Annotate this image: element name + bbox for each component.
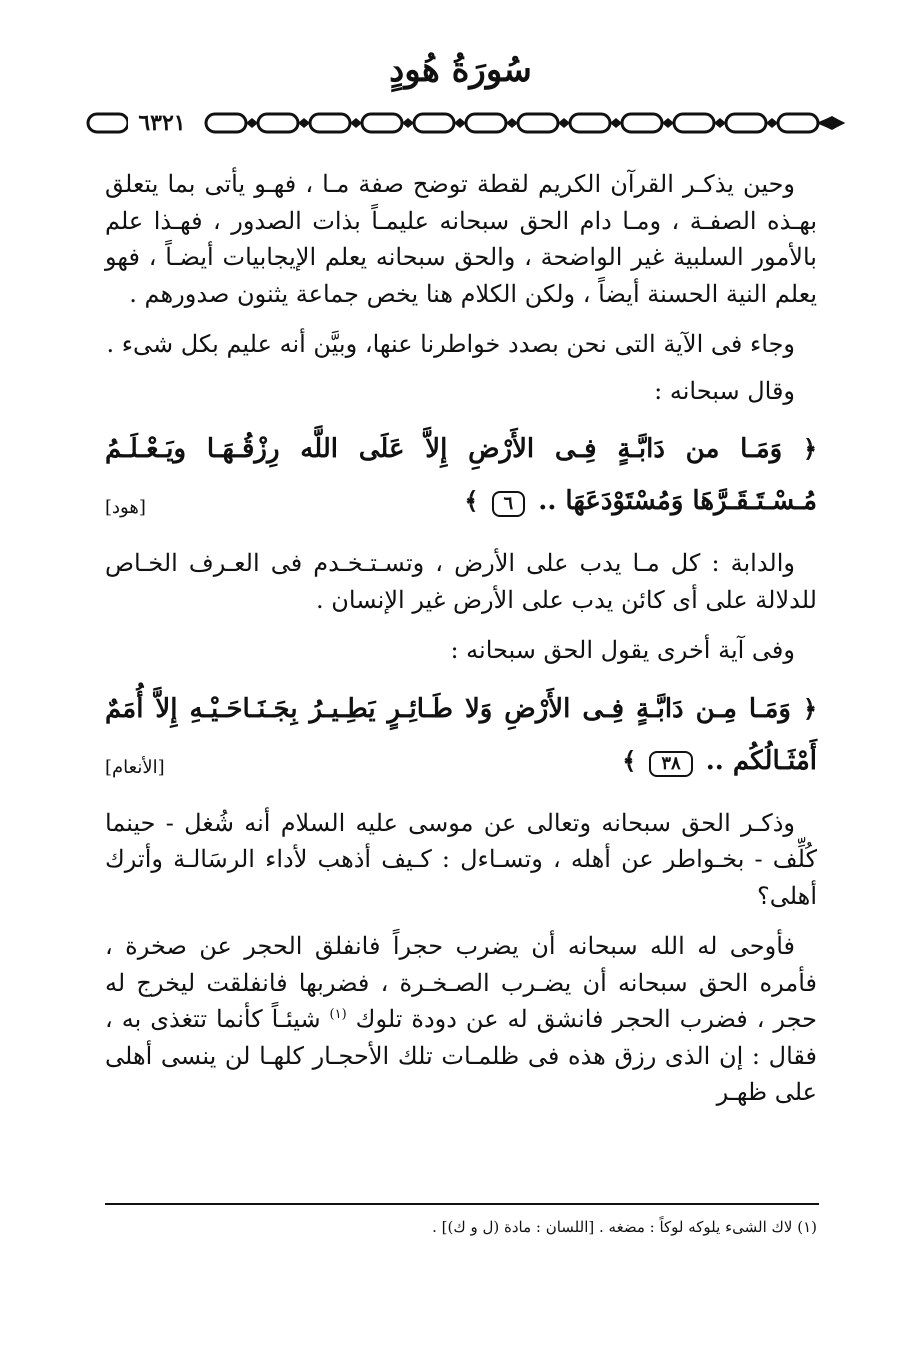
quran-verse	[105, 683, 817, 787]
surah-title: سُورَةُ هُودٍ	[389, 50, 532, 90]
paragraph: وذكـر الحق سبحانه وتعالى عن موسى عليه السلام أنه شُغل - حينما كُلِّف - بخـواطر عن أهله ، وتسـاءل : كـيف أذهب لأداء الرسَالـة وأترك أهلى؟	[105, 808, 817, 910]
verse-text: وَمَـا من دَابَّـةٍ فِـى الأَرْضِ إِلاَّ عَلَى اللَّه رِزْقُـهَـا ويَـعْـلَـمُ مُـسْـتَـقَـرَّهَا وَمُسْتَوْدَعَهَا ..	[105, 434, 817, 516]
verse-number: ٦	[492, 491, 526, 517]
verse-surah-reference: [هود]	[105, 497, 146, 518]
verse-surah-reference: [الأنعام]	[105, 756, 165, 778]
verse-open-bracket: ﴿	[802, 434, 818, 463]
footnote: (١) لاك الشىء يلوكه لوكاً : مضغه . [اللسان : مادة (ل و ك)] .	[432, 1218, 817, 1236]
quran-verse	[105, 423, 817, 527]
paragraph-text: فأوحى له الله سبحانه أن يضرب حجراً فانفلق الحجر عن صخرة ، فأمره الحق سبحانه أن يضـرب الصـخـرة ، فضربها فانفلقت ليخرج له حجر ، فضرب الحجر فانشق له عن دودة تلوك	[105, 932, 817, 1033]
paragraph: وقال سبحانه :	[654, 376, 795, 405]
verse-open-bracket: ﴿	[802, 693, 817, 723]
paragraph: وجاء فى الآية التى نحن بصدد خواطرنا عنها، وبيَّن أنه عليم بكل شىء .	[106, 330, 795, 358]
footnote-divider	[105, 1203, 819, 1205]
verse-close-bracket: ﴾	[464, 486, 479, 515]
paragraph: وفى آية أخرى يقول الحق سبحانه :	[450, 636, 795, 664]
verse-close-bracket: ﴾	[622, 745, 637, 775]
paragraph: وحين يذكـر القرآن الكريم لقطة توضح صفة مـا ، فهـو يأتى بما يتعلق بهـذه الصفـة ، ومـا دام الحق سبحانه عليمـاً بذات الصدور ، فهـذا علم بالأمور السلبية غير الواضحة ، والحق سبحانه يعلم الإيجابيات أيضـاً ، فهو يعلم النية الحسنة أيضاً ، ولكن الكلام هنا يخص جماعة يثنون صدورهم .	[105, 170, 817, 308]
main-text	[105, 166, 817, 1125]
paragraph	[105, 928, 817, 1111]
paragraph-text: شيئـاً كأنما تتغذى به ، فقال : إن الذى رزق هذه فى ظلمـات تلك الأحجـار كلهـا لن ينسى أهلى على ظهـر	[105, 1005, 817, 1106]
header-ornament-border	[86, 108, 846, 138]
verse-text: وَمَـا مِـن دَابَّـةٍ فِـى الأَرْضِ وَلا طَـائِـرٍ يَطِـيـرُ بِجَـنَـاحَـيْـهِ إِلاَّ أُمَمٌ أَمْثَـالُكُم ..	[105, 693, 817, 776]
verse-number: ٣٨	[649, 751, 692, 777]
paragraph: والدابة : كل مـا يدب على الأرض ، وتسـتـخـدم فى العـرف الخـاص للدلالة على أى كائن يدب على الأرض غير الإنسان .	[105, 549, 817, 614]
page-number: ٦٣٢١	[128, 108, 196, 138]
footnote-reference: (١)	[329, 1007, 347, 1022]
